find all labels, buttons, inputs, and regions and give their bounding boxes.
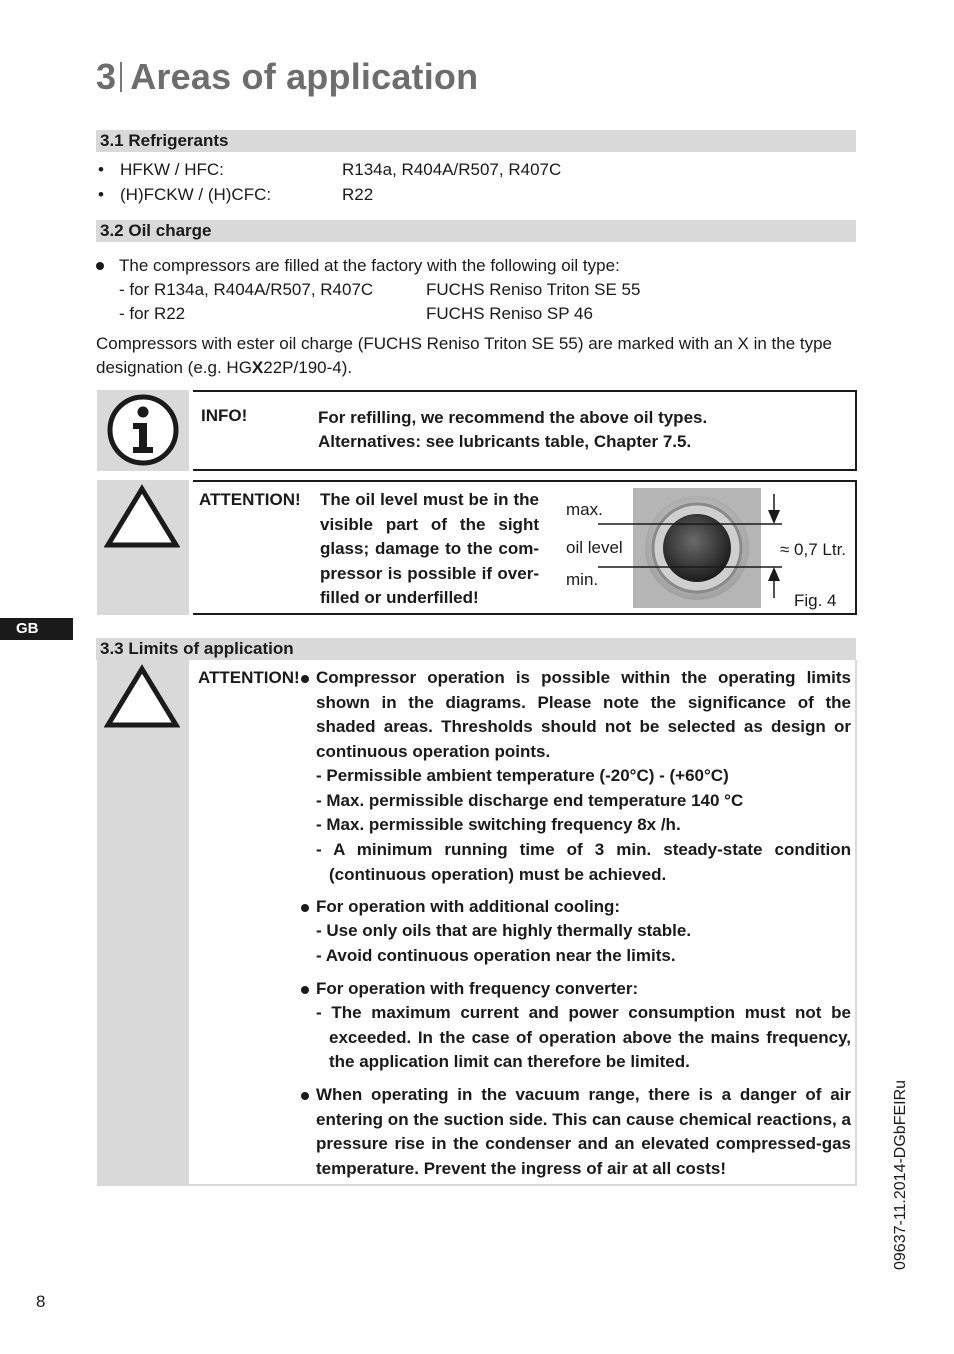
fig-oil-level-label: oil level	[566, 538, 623, 557]
oil-intro: The compressors are filled at the factory with the following oil type:	[119, 256, 620, 275]
limits-sub-item: - A minimum running time of 3 min. steady-state condition (continuous operation) must be achieved.	[316, 840, 851, 884]
ester-note-line1: Compressors with ester oil charge (FUCHS Reniso Triton SE 55) are marked with an X in the type	[96, 334, 833, 353]
bullet-dot	[301, 904, 309, 912]
language-tab: GB	[0, 618, 73, 640]
bullet-mark: •	[98, 160, 104, 179]
info-box-bottom-border	[193, 469, 857, 471]
warning-triangle-icon	[104, 664, 180, 730]
bullet-dot	[96, 262, 104, 270]
attention-box-top-border	[193, 480, 857, 482]
attention-box-right-border	[855, 480, 857, 615]
bullet-mark: •	[98, 185, 104, 204]
oil-row-label: - for R134a, R404A/R507, R407C	[119, 280, 374, 299]
limits-sub-item: - Use only oils that are highly thermally stable.	[316, 921, 692, 940]
bullet-dot	[301, 986, 309, 994]
warning-triangle-icon	[104, 484, 180, 550]
refrigerant-value: R22	[342, 185, 374, 204]
oil-row-label: - for R22	[119, 304, 186, 323]
limits-sub-item: - Max. permissible discharge end temperature 140 °C	[316, 791, 744, 810]
ester-note-line2: designation (e.g. HGX22P/190-4).	[96, 358, 353, 377]
info-icon	[106, 393, 180, 467]
document-number: 09637-11.2014-DGbFEIRu	[892, 1079, 909, 1270]
chapter-title-text: Areas of application	[130, 56, 479, 97]
oil-row-value: FUCHS Reniso SP 46	[426, 304, 593, 323]
attention-label: ATTENTION!	[199, 490, 301, 509]
limits-bullet-4: When operating in the vacuum range, there is a danger of air entering on the suction side. This can cause chemical reactions, a pressure rise in the condenser and an elevated compressed-gas temperature. Prevent the ingress of air at all costs!	[316, 1085, 851, 1178]
attention-box-bottom-border	[193, 613, 857, 615]
info-label: INFO!	[201, 406, 248, 425]
title-divider	[120, 62, 122, 92]
limits-bullet-3: For operation with frequency converter:	[316, 979, 639, 998]
info-line1: For refilling, we recommend the above oil types.	[318, 408, 708, 427]
refrigerant-value: R134a, R404A/R507, R407C	[342, 160, 562, 179]
section-3-1-heading: 3.1 Refrigerants	[96, 130, 856, 152]
page-number: 8	[36, 1292, 46, 1311]
info-box-right-border	[855, 390, 857, 471]
chapter-title	[96, 56, 478, 98]
refrigerant-label: HFKW / HFC:	[120, 160, 224, 179]
fig-volume-label: ≈ 0,7 Ltr.	[780, 540, 847, 559]
chapter-number: 3	[96, 56, 117, 97]
section-3-3-heading: 3.3 Limits of application	[96, 638, 856, 660]
oil-row-value: FUCHS Reniso Triton SE 55	[426, 280, 641, 299]
limits-sub-item: - The maximum current and power consumption must not be exceeded. In the case of operation above the mains frequency, the application limit can therefore be limited.	[316, 1003, 851, 1071]
sight-glass-figure	[598, 486, 788, 610]
fig-caption: Fig. 4	[794, 591, 837, 610]
limits-bullet-2: For operation with additional cooling:	[316, 897, 621, 916]
attention-text: The oil level must be in the visible part of the sight glass; damage to the com- pressor is possible if over- filled or underfilled!	[320, 490, 539, 607]
limits-sub-item: - Avoid continuous operation near the limits.	[316, 946, 676, 965]
limits-attention-label: ATTENTION!	[198, 668, 300, 687]
limits-box-right-border	[855, 660, 857, 1186]
info-box-top-border	[193, 390, 857, 392]
bullet-dot	[301, 675, 309, 683]
column-gap	[189, 660, 193, 1186]
info-line2: Alternatives: see lubricants table, Chapter 7.5.	[318, 432, 692, 451]
limits-sub-item: - Permissible ambient temperature (-20°C) - (+60°C)	[316, 766, 729, 785]
bullet-dot	[301, 1092, 309, 1100]
fig-max-label: max.	[566, 500, 603, 519]
warning-icon-cell	[97, 660, 189, 1186]
section-3-2-heading: 3.2 Oil charge	[96, 220, 856, 242]
limits-box-bottom-border	[97, 1184, 857, 1186]
limits-sub-item: - Max. permissible switching frequency 8x /h.	[316, 815, 681, 834]
fig-min-label: min.	[566, 570, 599, 589]
limits-bullet-1: Compressor operation is possible within the operating limits shown in the diagrams. Please note the significance of the shaded areas. Thresholds should not be selected as design or continuous operation points.	[316, 668, 851, 761]
refrigerant-label: (H)FCKW / (H)CFC:	[120, 185, 272, 204]
